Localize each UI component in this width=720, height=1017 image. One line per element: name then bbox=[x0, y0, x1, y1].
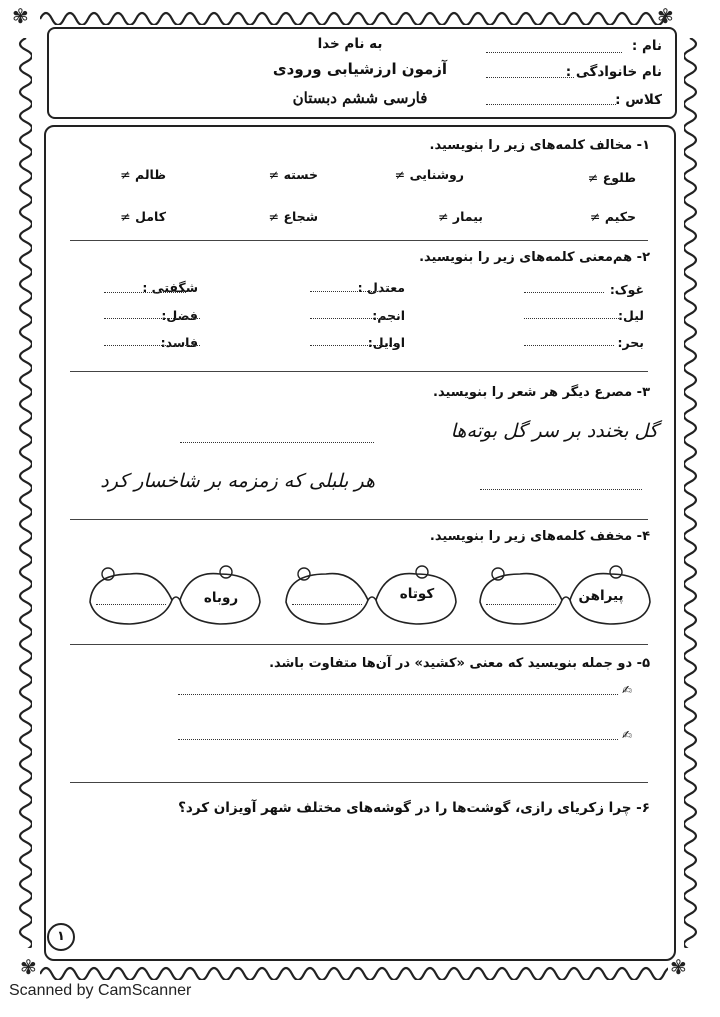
class-field[interactable] bbox=[486, 104, 616, 105]
q2-answer-field[interactable] bbox=[104, 318, 200, 319]
q2-label: اوایل: bbox=[367, 335, 405, 350]
page-number: ۱ bbox=[47, 923, 75, 951]
q1-word: حکیم ≠ bbox=[589, 209, 636, 224]
q1-word: خسته ≠ bbox=[268, 167, 318, 182]
q2-label: معتدل : bbox=[357, 280, 405, 295]
q3-title: ۳- مصرع دیگر هر شعر را بنویسید. bbox=[433, 385, 650, 400]
bismillah: به نام خدا bbox=[317, 36, 383, 52]
q1-word-text: شجاع bbox=[283, 209, 318, 224]
top-border bbox=[40, 7, 668, 25]
verse-1-answer[interactable] bbox=[180, 442, 374, 443]
q4-word: روباه bbox=[203, 590, 239, 606]
q1-word: کامل ≠ bbox=[120, 209, 166, 224]
divider bbox=[70, 782, 648, 783]
subject-title: فارسی ششم دبستان bbox=[292, 89, 428, 107]
q1-word-text: طلوع bbox=[602, 170, 636, 185]
q2-title: ۲- هم‌معنی کلمه‌های زیر را بنویسید. bbox=[419, 250, 650, 265]
q1-title: ۱- مخالف کلمه‌های زیر را بنویسید. bbox=[429, 138, 650, 153]
q4-word: پیراهن bbox=[578, 588, 624, 604]
corner-flower-icon: ✾ bbox=[657, 4, 674, 28]
corner-flower-icon: ✾ bbox=[670, 955, 687, 979]
verse-1: گل بخندد بر سر گل بوته‌ها bbox=[450, 420, 658, 442]
right-border bbox=[684, 38, 702, 948]
verse-2: هر بلبلی که زمزمه بر شاخسار کرد bbox=[100, 470, 375, 492]
corner-flower-icon: ✾ bbox=[20, 955, 37, 979]
name-field[interactable] bbox=[486, 52, 622, 53]
q1-word-text: کامل bbox=[135, 209, 166, 224]
q4-answer-field[interactable] bbox=[292, 604, 362, 605]
q1-word: بیمار ≠ bbox=[438, 209, 483, 224]
q2-answer-field[interactable] bbox=[524, 345, 614, 346]
q4-title: ۴- مخفف کلمه‌های زیر را بنویسید. bbox=[429, 529, 650, 544]
q2-answer-field[interactable] bbox=[104, 345, 200, 346]
q2-answer-field[interactable] bbox=[524, 318, 619, 319]
q1-word: شجاع ≠ bbox=[268, 209, 318, 224]
divider bbox=[70, 519, 648, 520]
q2-answer-field[interactable] bbox=[310, 291, 386, 292]
q2-label: لیل: bbox=[618, 308, 644, 323]
q2-label: غوک: bbox=[609, 282, 644, 297]
q1-word-text: ظالم bbox=[135, 167, 166, 182]
name-label: نام : bbox=[631, 38, 662, 54]
q2-label: فاسد: bbox=[160, 335, 198, 350]
q4-word: کوتاه bbox=[399, 586, 435, 602]
q1-word: روشنایی ≠ bbox=[394, 167, 464, 182]
pen-icon: ✍ bbox=[622, 683, 633, 697]
q2-label: فضل: bbox=[161, 308, 198, 323]
divider bbox=[70, 371, 648, 372]
scanner-watermark: Scanned by CamScanner bbox=[9, 982, 192, 999]
family-field[interactable] bbox=[486, 77, 574, 78]
q1-word-text: حکیم bbox=[604, 209, 636, 224]
q2-label: شگفتی : bbox=[142, 280, 198, 295]
pen-icon: ✍ bbox=[622, 728, 633, 742]
left-border bbox=[14, 38, 32, 948]
q1-word-text: خسته bbox=[283, 167, 318, 182]
q2-label: انجم: bbox=[372, 308, 405, 323]
q5-title: ۵- دو جمله بنویسید که معنی «کشید» در آن‌ها متفاوت باشد. bbox=[269, 656, 650, 671]
q2-label: بحر: bbox=[617, 335, 644, 350]
corner-flower-icon: ✾ bbox=[12, 4, 29, 28]
verse-2-answer[interactable] bbox=[480, 489, 642, 490]
divider bbox=[70, 644, 648, 645]
family-label: نام خانوادگی : bbox=[565, 64, 662, 80]
q1-word-text: روشنایی bbox=[409, 167, 464, 182]
q1-word-text: بیمار bbox=[452, 209, 483, 224]
bottom-border bbox=[40, 962, 668, 980]
q2-answer-field[interactable] bbox=[104, 292, 186, 293]
q1-word: طلوع ≠ bbox=[587, 170, 636, 185]
q5-sentence-1[interactable] bbox=[178, 694, 618, 695]
class-label: کلاس : bbox=[615, 92, 662, 108]
q1-word: ظالم ≠ bbox=[120, 167, 166, 182]
q2-answer-field[interactable] bbox=[310, 318, 394, 319]
q2-answer-field[interactable] bbox=[310, 345, 394, 346]
divider bbox=[70, 240, 648, 241]
q5-sentence-2[interactable] bbox=[178, 739, 618, 740]
q4-answer-field[interactable] bbox=[486, 604, 556, 605]
q4-answer-field[interactable] bbox=[96, 604, 166, 605]
exam-title: آزمون ارزشیابی ورودی bbox=[272, 60, 448, 78]
q6-title: ۶- چرا زکریای رازی، گوشت‌ها را در گوشه‌های مختلف شهر آویزان کرد؟ bbox=[178, 800, 650, 816]
q2-answer-field[interactable] bbox=[524, 292, 604, 293]
